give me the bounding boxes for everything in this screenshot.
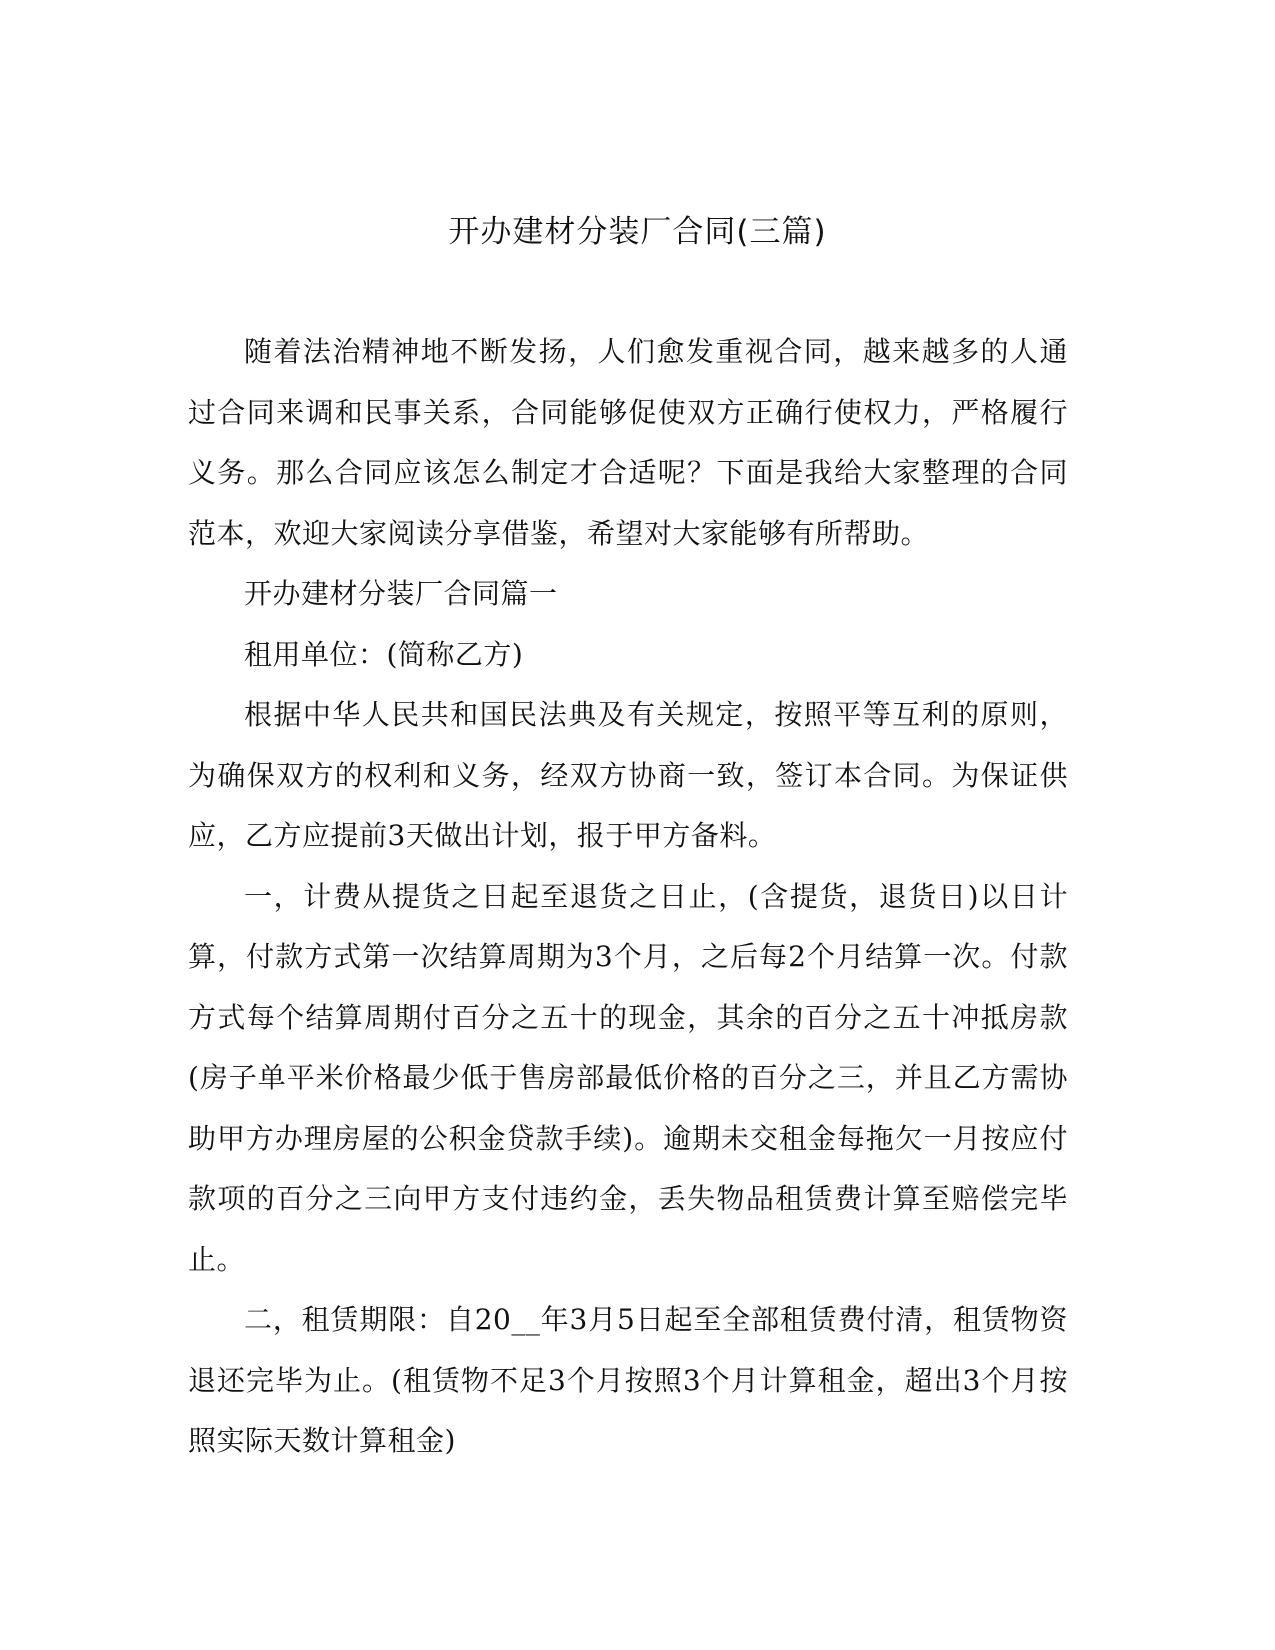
document-title: 开办建材分装厂合同(三篇) [448,214,827,250]
document-body [188,322,1068,1472]
intro-paragraph: 随着法治精神地不断发扬，人们愈发重视合同，越来越多的人通过合同来调和民事关系，合同能够促使双方正确行使权力，严格履行义务。那么合同应该怎么制定才合适呢？下面是我给大家整理的合同范本，欢迎大家阅读分享借鉴，希望对大家能够有所帮助。 [188,335,1068,550]
clause-one-paragraph: 一，计费从提货之日起至退货之日止，(含提货，退货日)以日计算，付款方式第一次结算周期为3个月，之后每2个月结算一次。付款方式每个结算周期付百分之五十的现金，其余的百分之五十冲抵房款(房子单平米价格最少低于售房部最低价格的百分之三，并且乙方需协助甲方办理房屋的公积金贷款手续)。逾期未交租金每拖欠一月按应付款项的百分之三向甲方支付违约金，丢失物品租赁费计算至赔偿完毕止。 [188,879,1068,1276]
section-heading: 开办建材分装厂合同篇一 [244,577,558,610]
preamble-paragraph: 根据中华人民共和国民法典及有关规定，按照平等互利的原则，为确保双方的权利和义务，经双方协商一致，签订本合同。为保证供应，乙方应提前3天做出计划，报于甲方备料。 [188,698,1068,852]
lessee-line: 租用单位：(简称乙方) [244,637,524,671]
clause-two-paragraph: 二，租赁期限：自20__年3月5日起至全部租赁费付清，租赁物资退还完毕为止。(租赁物不足3个月按照3个月计算租金，超出3个月按照实际天数计算租金) [188,1303,1068,1457]
